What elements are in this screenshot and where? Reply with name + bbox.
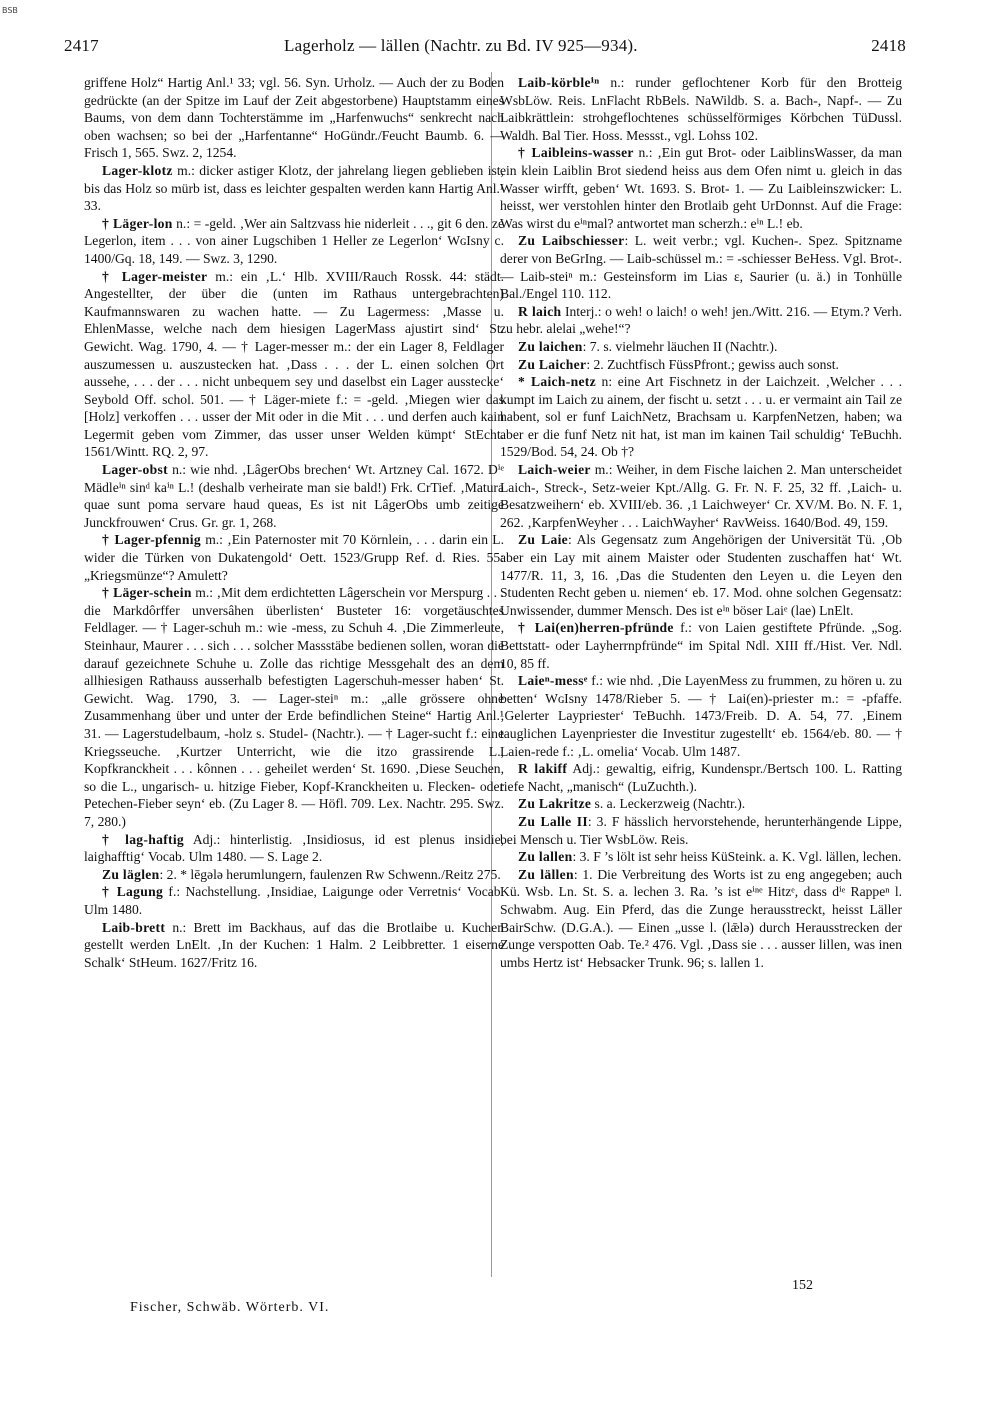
entry-lemma: Zu Laie xyxy=(518,532,568,548)
dictionary-entry xyxy=(500,672,902,760)
footer-source: Fischer, Schwäb. Wörterb. VI. xyxy=(130,1300,330,1315)
entry-text: n: eine Art Fischnetz in der Laichzeit. ‚Welcher . . . kumpt im Laich zu ainem, der fischt u. setzt . . . u. er vermaint ain Tail ze habent, sol er funf LaichNetz, Brachsam u. KarpfenNetzen, haben; wa aber er die funf Netz nit hat, ist man im kainen Tail schuldig‘ TeBuchh. 1529/Bod. 54, 24. Ob †? xyxy=(500,374,902,460)
entry-text: n.: Brett im Backhaus, auf das die Brotlaibe u. Kuchen gestellt werden LnElt. ‚In der Kuchen: 1 Halm. 2 Leibbretter. 1 eiserne Schalk‘ StHeum. 1627/Fritz 16. xyxy=(84,919,504,970)
entry-lemma: Zu laichen xyxy=(518,338,583,354)
dictionary-entry xyxy=(500,373,902,461)
entry-lemma: Zu lallen xyxy=(518,849,573,865)
entry-text: n.: runder geflochtener Korb für den Brotteig WsbLöw. Reis. LnFlacht RbBels. NaWildb. S. a. Bach-, Napf-. — Zu Laibkrättlein: strohgeflochtenes schüsselförmiges Körbchen TüDussl. Waldh. Bal Tier. Hoss. Messst., vgl. Lohss 102. xyxy=(500,75,902,143)
entry-text: m.: ‚Mit dem erdichtetten Lâgerschein vor Merspurg . . . die Markdôrffer unversâhen überlisten‘ Busteter 16: vorgetäuschtes Feldlager. — † Lager-schuh m.: wie -mess, zu Schuh 4. ‚Die Zimmerleute, Steinhaur, Maurer . . . sich . . . solcher Massstäbe bedienen sollen, woran die darauf gezeichnete Schuhe u. Zolle das richtige Messgehalt des an dem allhiesigen Rathauss ausserhalb befestigten Lagerschuh-messer haben‘ St. Gewicht. Wag. 1790, 3. — Lager-steiⁿ m.: „alle grössere ohne Zusammenhang über und unter der Erde befindlichen Steine“ Hartig Anl.¹ 31. — Lagerstudelbaum, -holz s. Studel- (Nachtr.). — † Lager-sucht f.: eine Kriegsseuche. ‚Kurtzer Unterricht, wie die itzo grassirende L., Kopfkranckheit . . . kônnen . . . geheilet werden‘ St. 1690. ‚Diese Seuchen, so die L., ungarisch- u. hitzige Fieber, Kopf-Kranckheiten u. Flecken- oder Petechen-Fieber seyn‘ eb. (Zu Lager 8. — Höfl. 709. Lex. Nachtr. 295. Swz. 7, 280.) xyxy=(84,585,504,829)
entry-lemma: † Lager-meister xyxy=(102,268,208,284)
entry-text: : 2. * lēgələ herumlungern, faulenzen Rw Schwenn./Reitz 275. xyxy=(159,866,501,882)
dictionary-entry xyxy=(500,813,902,848)
dictionary-entry xyxy=(84,74,504,162)
entry-lemma: † Lagung xyxy=(102,884,164,900)
dictionary-entry xyxy=(500,619,902,672)
right-column xyxy=(500,74,902,971)
entry-lemma: † Lai(en)herren-pfründe xyxy=(518,620,674,636)
entry-lemma: Zu Laicher xyxy=(518,356,587,372)
dictionary-entry xyxy=(500,866,902,972)
dictionary-entry xyxy=(500,144,902,232)
dictionary-entry xyxy=(84,162,504,215)
entry-text: m.: ein ‚L.‘ Hlb. XVIII/Rauch Rossk. 44: städt. Angestellter, der über die (unten im Rathaus untergebrachten) Kaufmannswaren zu wachen hatte. — Zu Lagermess: ‚Masse u. EhlenMasse, welche nach dem hiesigen LagerMass ajustirt sind‘ St. Gewicht. Wag. 1790, 4. — † Lager-messer m.: der ein Lager 8, Feldlager auszumessen u. auszustecken hat. ‚Dass . . . der L. einen solchen Ort aussehe, . . . der . . . nicht unbequem sey und daselbst ein Lager ausstecke‘ Seybold Off. schol. 501. — † Läger-miete f.: = -geld. ‚Miegen wier das [Holz] verkoffen . . . usser der Mit oder in die Mit . . . und derfen auch kain Legermit geben vom Zimmer, das usser unser Welden kümpt‘ StEcht. 1561/Wintt. RQ. 2, 97. xyxy=(84,268,505,460)
entry-text: Adj.: gewaltig, eifrig, Kundenspr./Bertsch 100. L. Ratting tiefe Nacht, „manisch“ (LuZuchth.). xyxy=(500,761,902,794)
entry-lemma: Zu Laibschiesser xyxy=(518,233,625,249)
entry-text: n.: = -geld. ‚Wer ain Saltzvass hie niderleit . . ., git 6 den. ze Legerlon, item . . . von ainer Lugschiben 1 Heller ze Legerlon‘ WɢIsny c. 1400/Gq. 18, 149. — Swz. 3, 1290. xyxy=(84,215,504,266)
entry-text: griffene Holz“ Hartig Anl.¹ 33; vgl. 56. Syn. Urholz. — Auch der zu Boden gedrückte (an der Spitze im Lauf der Zeit abgestorbene) Hauptstamm eines Baums, von dem dann Tochterstämme im „Harfenwuchs“ senkrecht nach oben wachsen; so bei der „Harfentanne“ HoGündr./Feucht Baumb. 6. — Frisch 1, 565. Swz. 2, 1254. xyxy=(84,75,504,161)
dictionary-entry xyxy=(84,268,504,462)
entry-lemma: Laieⁿ-messᵉ xyxy=(518,673,588,689)
entry-lemma: † Läger-schein xyxy=(102,585,192,601)
entry-text: : 3. F hässlich hervorstehende, herunterhängende Lippe, bei Mensch u. Tier WsbLöw. Reis. xyxy=(500,813,902,847)
entry-lemma: † lag-haftig xyxy=(102,831,185,847)
entry-text: m.: dicker astiger Klotz, der jahrelang liegen geblieben ist, bis das Holz so mürb ist, dass es leichter gespalten werden kann Hartig Anl.¹ 33. xyxy=(84,162,504,214)
running-title: Lagerholz — lällen (Nachtr. zu Bd. IV 925—934). xyxy=(284,36,638,55)
entry-lemma: Lager-klotz xyxy=(102,162,173,178)
dictionary-entry xyxy=(500,795,902,813)
entry-lemma: † Laibleins-wasser xyxy=(518,145,634,161)
entry-lemma: Laich-weier xyxy=(518,462,591,478)
footer-sheet-number: 152 xyxy=(792,1278,813,1293)
entry-text: : L. weit verbr.; vgl. Kuchen-. Spez. Spitzname derer von BeGrIng. — Laib-schüssel m.: = -schiesser BeHess. Vgl. Brot-. — Laib-steiⁿ m.: Gesteinsform im Lias ε, Saurier (u. ä.) in Tonhülle Bal./Engel 110. 112. xyxy=(500,233,902,302)
entry-text: f.: Nachstellung. ‚Insidiae, Laigunge oder Verretnis‘ Vocab. Ulm 1480. xyxy=(84,884,504,917)
entry-lemma: R lakiff xyxy=(518,761,568,777)
entry-text: f.: wie nhd. ‚Die LayenMess zu frummen, zu hören u. zu betten‘ WɢIsny 1478/Rieber 5. — † Lai(en)-priester m.: = -pfaffe. ‚Gelerter Laypriester‘ TeBuchh. 1473/Freib. D. A. 54, 77. ‚Einem tauglichen Layenpriester die Investitur zugestellt‘ eb. 1564/eb. 80. — † Laien-rede f.: ‚L. omelia‘ Vocab. Ulm 1487. xyxy=(500,673,902,759)
entry-text: n.: ‚Ein gut Brot- oder LaiblinsWasser, da man ein klein Laiblin Brot siedend heiss aus dem Ofen nimt u. gleich in das Wasser wirfft, geben‘ Wt. 1693. S. Brot- 1. — Zu Laibleinszwicker: L. heisst, wer verstohlen hinter den Brotlaib geht UrDonnst. Auf die Frage: Was wirst du eⁱⁿmal? antwortet man scherzh.: eⁱⁿ L.! eb. xyxy=(500,145,902,231)
entry-lemma: * Laich-netz xyxy=(518,374,596,390)
entry-lemma: Zu lällen xyxy=(518,866,574,882)
entry-lemma: Laib-brett xyxy=(102,919,166,935)
entry-text: : 1. Die Verbreitung des Worts ist zu eng angegeben; auch Kü. Wsb. Ln. St. S. a. lechen 3. Ra. ’s ist eⁱⁿᵉ Hitzᵉ, dass dⁱᵉ Rappeⁿ l. Schwabm. Aug. Ein Pferd, das die Zunge herausstreckt, heisst Läller BairSchw. (D.G.A.). — Einen „usse l. (lǣlə) durch Herausstrecken der Zunge verspotten Oab. Te.² 476. Vgl. ‚Dass sie . . . ausser lillen, was inen umbs Hertz ist‘ Hebsacker Trunk. 96; s. lallen 1. xyxy=(500,866,902,970)
dictionary-entry xyxy=(500,356,902,374)
entry-lemma: † Läger-lon xyxy=(102,215,173,231)
page-number-left: 2417 xyxy=(64,36,99,55)
entry-text: m.: Weiher, in dem Fische laichen 2. Man unterscheidet Laich-, Streck-, Setz-weier Kpt./Allg. G. Fr. N. F. 25, 32 ff. ‚Laich- u. Besatzweihern‘ eb. XVIII/eb. 36. ‚1 Laichweyer‘ Cr. XV/M. Bo. N. F. 1, 262. ‚KarpfenWeyher . . . LaichWayher‘ RavWeiss. 1640/Bod. 49, 159. xyxy=(500,462,902,530)
entry-text: m.: ‚Ein Paternoster mit 70 Körnlein, . . . darin ein L. wider die Türken von Dukatengold‘ Oett. 1523/Grupp Ref. d. Ries. 55: „Kriegsmünze“? Amulett? xyxy=(84,532,505,583)
dictionary-entry xyxy=(84,883,504,918)
dictionary-entry xyxy=(500,232,902,302)
dictionary-entry xyxy=(84,584,504,830)
entry-text: : 3. F ’s lölt ist sehr heiss KüSteink. a. K. Vgl. lällen, lechen. xyxy=(572,849,902,865)
library-stamp: BSB xyxy=(2,6,18,15)
entry-lemma: † Lager-pfennig xyxy=(102,532,201,548)
entry-text: : Als Gegensatz zum Angehörigen der Universität Tü. ‚Ob aber ein Lay mit ainem Maister oder Studenten zuschaffen hat‘ Wt. 1477/R. 11, 3, 16. ‚Das die Studenten den Leyen u. die Leyen den Studenten Recht geben u. niemen‘ eb. 17. Mod. ohne solchen Gegensatz: Unwissender, dummer Mensch. Des ist eⁱⁿ böser Laiᵉ (lae) LnElt. xyxy=(500,532,902,618)
entry-text: f.: von Laien gestiftete Pfründe. „Sog. Bettstatt- oder Layherrnpfründe“ im Spital Ndl. XIII ff./Hist. Ver. Ndl. 10, 85 ff. xyxy=(500,620,902,671)
entry-text: : 7. s. vielmehr läuchen II (Nachtr.). xyxy=(582,338,778,354)
dictionary-entry xyxy=(500,531,902,619)
dictionary-entry xyxy=(500,74,902,144)
entry-text: Interj.: o weh! o laich! o weh! jen./Witt. 216. — Etym.? Verh. zu hebr. alelai „wehe!“? xyxy=(500,303,902,337)
dictionary-entry xyxy=(500,848,902,866)
entry-text: n.: wie nhd. ‚LâgerObs brechen‘ Wt. Artzney Cal. 1672. Dⁱᵉ Mädleⁱⁿ sinᵈ kaⁱⁿ L.! (deshalb verheiratе man sie bald!) Frk. CrTief. ‚Matura quae sunt poma servare haud queas, Es ist nit LâgerObs umb zeitige Junckfrouwen‘ Crus. Gr. gr. 1, 268. xyxy=(84,462,504,530)
dictionary-entry xyxy=(500,461,902,531)
entry-lemma: Zu Lalle II xyxy=(518,813,588,829)
entry-text: s. a. Leckerzweig (Nachtr.). xyxy=(591,796,746,812)
dictionary-entry xyxy=(500,338,902,356)
dictionary-entry xyxy=(500,303,902,338)
page-number-right: 2418 xyxy=(871,36,906,55)
left-column xyxy=(84,74,504,971)
entry-lemma: Zu läglen xyxy=(102,866,160,882)
dictionary-entry xyxy=(500,760,902,795)
entry-lemma: R laich xyxy=(518,303,562,319)
dictionary-entry xyxy=(84,866,504,884)
dictionary-entry xyxy=(84,215,504,268)
entry-lemma: Lager-obst xyxy=(102,462,168,478)
dictionary-entry xyxy=(84,831,504,866)
page-header xyxy=(64,36,906,60)
entry-lemma: Zu Lakritze xyxy=(518,796,592,812)
dictionary-entry xyxy=(84,919,504,972)
entry-text: : 2. Zuchtfisch FüssPfront.; gewiss auch sonst. xyxy=(586,356,839,372)
dictionary-entry xyxy=(84,531,504,584)
entry-lemma: Laib-körbleⁱⁿ xyxy=(518,75,600,90)
dictionary-entry xyxy=(84,461,504,531)
entry-text: Adj.: hinterlistig. ‚Insidiosus, id est plenus insidie, laighafftig‘ Vocab. Ulm 1480. — S. Lage 2. xyxy=(84,831,505,865)
